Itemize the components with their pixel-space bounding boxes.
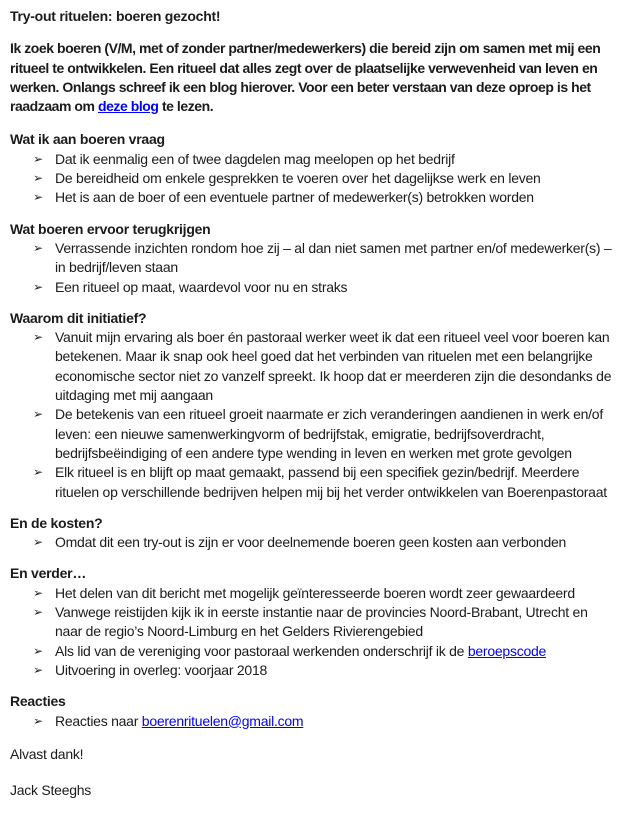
signature-text: Jack Steeghs [10,782,92,799]
bullet-text: Dat ik eenmalig een of twee dagdelen mag meelopen op het bedrijf [55,150,455,167]
bullet-item [10,533,617,552]
bullet-text-before: Als lid van de vereniging voor pastoraal werkenden onderschrijf ik de [55,642,468,659]
arrow-bullet-icon: ➢ [33,407,43,422]
arrow-bullet-icon: ➢ [33,171,43,186]
section-heading: En de kosten? [10,514,103,531]
arrow-bullet-icon: ➢ [33,585,43,600]
section-wat-ik-aan-boeren-vraag [10,130,617,207]
bullet-text: Vanuit mijn ervaring als boer én pastoraal werker weet ik dat een ritueel veel voor boeren kan betekenen. Maar ik snap ook heel goed dat het verbinden van rituelen met een belangrijke economische sector niet zo vanzelf spreekt. Ik hoop dat er meerderen zijn die desondanks de uitdaging met mij aangaan [55,329,612,404]
bullet-text: Het is aan de boer of een eventuele partner of medewerker(s) betrokken worden [55,189,534,206]
bullet-item [10,278,617,297]
bullet-text: Elk ritueel is en blijft op maat gemaakt, passend bij een specifiek gezin/bedrijf. Meerdere rituelen op verschillende bedrijven helpen mij bij het verder ontwikkelen van Boerenpastoraat [55,464,607,500]
bullet-list [10,150,617,208]
bullet-text: De betekenis van een ritueel groeit naarmate er zich veranderingen aandienen in werk en/of leven: een nieuwe samenwerkingvorm of bedrijfstak, emigratie, bedrijfsoverdracht, bedrijfsbeëindiging of een andere type wending in leven en werken met grote gevolgen [55,406,603,461]
bullet-text-with-link [55,642,617,661]
bullet-text: Verrassende inzichten rondom hoe zij – al dan niet samen met partner en/of medewerker(s) – in bedrijf/leven staan [55,239,612,276]
arrow-bullet-icon: ➢ [33,713,43,728]
bullet-text-with-link [55,712,617,731]
section-heading: Wat ik aan boeren vraag [10,131,165,148]
section-heading: En verder… [10,565,87,582]
bullet-item [10,584,617,603]
bullet-item [10,603,617,642]
arrow-bullet-icon: ➢ [33,190,43,205]
deze-blog-link[interactable]: deze blog [97,98,159,115]
section-en-de-kosten [10,514,617,553]
section-wat-boeren-terugkrijgen [10,220,617,297]
section-reacties [10,692,617,731]
bullet-item [10,239,617,278]
thanks-text: Alvast dank! [10,745,84,762]
arrow-bullet-icon: ➢ [33,330,43,345]
bullet-item [10,405,617,463]
intro-text-after: te lezen. [158,98,214,115]
bullet-list [10,584,617,680]
bullet-list [10,239,617,297]
intro-text-before: Ik zoek boeren (V/M, met of zonder partner/medewerkers) die bereid zijn om samen met mij een ritueel te ontwikkelen. Een ritueel dat alles zegt over de plaatselijke verwevenheid van leven en werken. Onlangs schreef ik een blog hierover. Voor een beter verstaan van deze oproep is het raadzaam om [10,40,601,115]
bullet-item [10,712,617,731]
section-en-verder [10,564,617,680]
section-heading: Waarom dit initiatief? [10,309,147,326]
bullet-text-before: Reacties naar [55,712,142,729]
arrow-bullet-icon: ➢ [33,643,43,658]
section-heading: Wat boeren ervoor terugkrijgen [10,220,211,237]
page-title: Try-out rituelen: boeren gezocht! [10,8,221,24]
bullet-text: De bereidheid om enkele gesprekken te voeren over het dagelijkse werk en leven [55,170,541,187]
bullet-text: Vanwege reistijden kijk ik in eerste instantie naar de provincies Noord-Brabant, Utrecht en naar de regio’s Noord-Limburg en het Gelders Rivierengebied [55,604,588,640]
bullet-list [10,328,617,502]
bullet-item [10,642,617,661]
bullet-item [10,661,617,680]
arrow-bullet-icon: ➢ [33,151,43,166]
beroepscode-link[interactable]: beroepscode [467,642,547,659]
section-waarom-dit-initiatief [10,309,617,502]
bullet-text: Uitvoering in overleg: voorjaar 2018 [55,661,268,678]
intro-paragraph [10,39,617,116]
arrow-bullet-icon: ➢ [33,662,43,677]
bullet-list [10,533,617,552]
arrow-bullet-icon: ➢ [33,240,43,255]
bullet-text: Het delen van dit bericht met mogelijk geïnteresseerde boeren wordt zeer gewaardeerd [55,584,575,601]
arrow-bullet-icon: ➢ [33,279,43,294]
arrow-bullet-icon: ➢ [33,465,43,480]
bullet-text: Een ritueel op maat, waardevol voor nu en straks [55,278,348,295]
bullet-item [10,328,617,405]
bullet-text: Omdat dit een try-out is zijn er voor deelnemende boeren geen kosten aan verbonden [55,534,567,551]
arrow-bullet-icon: ➢ [33,605,43,620]
email-link[interactable]: boerenrituelen@gmail.com [141,712,304,729]
arrow-bullet-icon: ➢ [33,535,43,550]
bullet-list [10,712,617,731]
bullet-item [10,150,617,169]
bullet-item [10,169,617,188]
section-heading: Reacties [10,693,66,710]
bullet-item [10,463,617,502]
bullet-item [10,188,617,207]
